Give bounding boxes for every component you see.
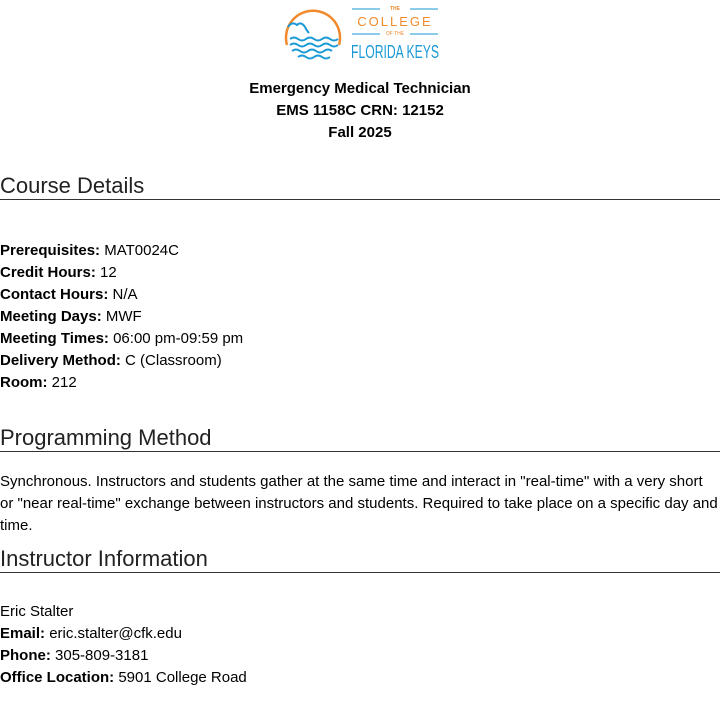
detail-value: 212 — [51, 374, 77, 391]
svg-text:COLLEGE: COLLEGE — [357, 14, 433, 29]
course-details-section — [0, 172, 720, 394]
detail-label: Prerequisites: — [0, 242, 101, 259]
detail-row — [0, 306, 720, 328]
section-heading: Programming Method — [0, 424, 720, 452]
programming-method-section — [0, 424, 720, 537]
detail-row — [0, 667, 720, 689]
college-logo — [282, 3, 442, 71]
detail-value: N/A — [112, 286, 138, 303]
detail-row — [0, 262, 720, 284]
detail-row — [0, 328, 720, 350]
detail-row — [0, 350, 720, 372]
detail-label: Email: — [0, 625, 46, 642]
course-code: EMS 1158C CRN: 12152 — [276, 102, 444, 119]
detail-value: MWF — [105, 308, 142, 325]
detail-value: MAT0024C — [104, 242, 179, 259]
course-title: Emergency Medical Technician — [249, 80, 471, 97]
section-heading: Course Details — [0, 172, 720, 200]
detail-row — [0, 623, 720, 645]
detail-row — [0, 372, 720, 394]
detail-value: 06:00 pm-09:59 pm — [113, 330, 244, 347]
detail-label: Delivery Method: — [0, 352, 121, 369]
svg-text:THE: THE — [390, 6, 400, 12]
detail-value: 12 — [100, 264, 117, 281]
detail-label: Meeting Times: — [0, 330, 109, 347]
programming-description: Synchronous. Instructors and students gather at the same time and interact in "real-time" with a very short or "near real-time" exchange between instructors and students. Required to take place on a specific day and time. — [0, 473, 718, 534]
detail-value: C (Classroom) — [125, 352, 222, 369]
detail-label: Meeting Days: — [0, 308, 102, 325]
detail-value: 5901 College Road — [118, 669, 247, 686]
detail-value: 305-809-3181 — [55, 647, 149, 664]
detail-label: Office Location: — [0, 669, 115, 686]
detail-value: eric.stalter@cfk.edu — [49, 625, 182, 642]
detail-label: Credit Hours: — [0, 264, 96, 281]
detail-label: Phone: — [0, 647, 51, 664]
detail-label: Contact Hours: — [0, 286, 109, 303]
course-term: Fall 2025 — [328, 124, 392, 141]
detail-row — [0, 284, 720, 306]
svg-text:OF THE: OF THE — [385, 31, 405, 37]
instructor-name: Eric Stalter — [0, 603, 74, 620]
section-heading: Instructor Information — [0, 545, 720, 573]
instructor-section — [0, 545, 720, 689]
svg-text:FLORIDA KEYS: FLORIDA KEYS — [351, 42, 439, 62]
detail-label: Room: — [0, 374, 48, 391]
detail-row — [0, 645, 720, 667]
detail-row — [0, 240, 720, 262]
course-header — [0, 78, 720, 144]
